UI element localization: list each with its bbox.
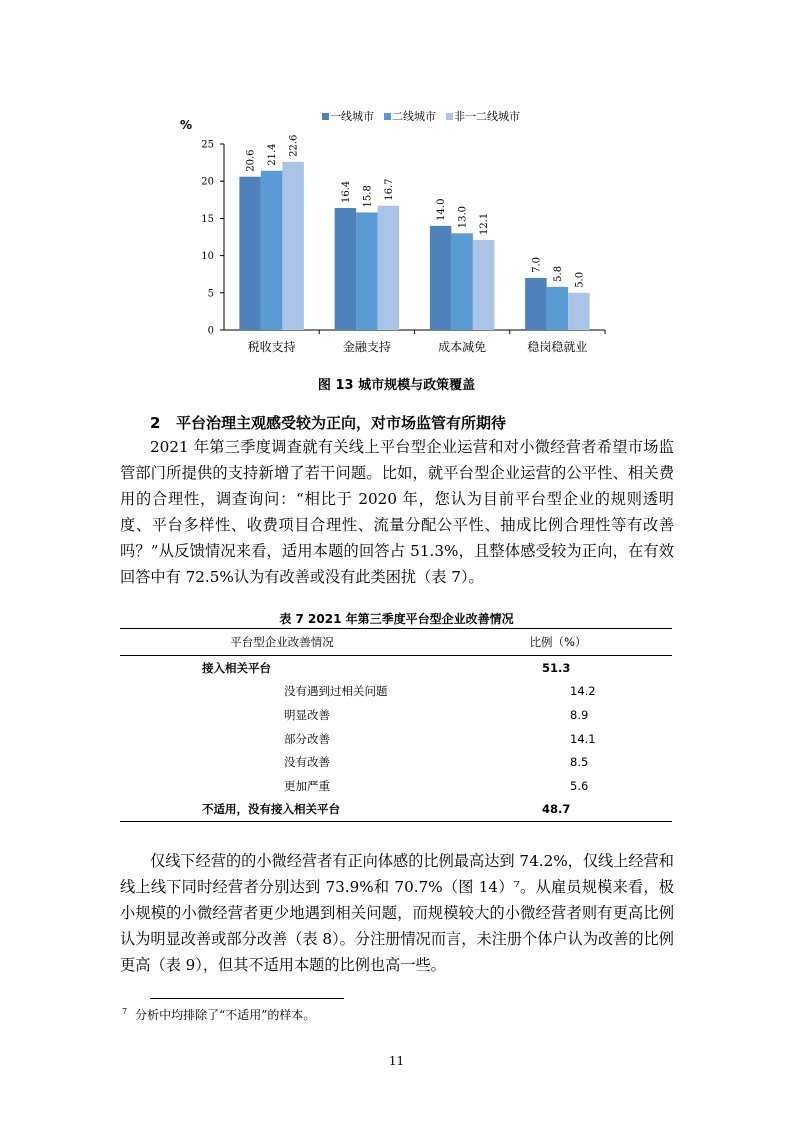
data-label: 16.7 (383, 178, 395, 201)
table-row (120, 798, 672, 822)
legend-entry: 一线城市 (330, 110, 374, 123)
section-title: 平台治理主观感受较为正向，对市场监管有所期待 (176, 414, 507, 432)
y-axis-unit: % (180, 118, 193, 132)
legend-entry: 非一二线城市 (454, 110, 520, 123)
data-label: 5.0 (574, 271, 586, 288)
table-title: 表 7 2021 年第三季度平台型企业改善情况 (279, 612, 514, 626)
data-label: 14.0 (436, 198, 448, 221)
bar (261, 171, 283, 330)
row-label: 更加严重 (284, 778, 330, 793)
table-row (120, 656, 672, 680)
section-heading (150, 412, 506, 433)
figure-caption: 图 13 城市规模与政策覆盖 (317, 378, 476, 393)
bar (525, 278, 547, 330)
data-label: 22.6 (288, 134, 300, 157)
table-row (120, 727, 672, 751)
row-label: 没有遇到过相关问题 (284, 684, 388, 699)
footnote (122, 1006, 315, 1023)
table-header-category: 平台型企业改善情况 (120, 629, 444, 656)
bar (356, 212, 378, 330)
bar (430, 226, 452, 330)
bar (378, 206, 400, 330)
paragraph-1: 2021 年第三季度调查就有关线上平台型企业运营和对小微经营者希望市场监管部门所提供的支持新增了若干问题。比如，就平台型企业运营的公平性、相关费用的合理性，调查询问：“相比于 2020 年，您认为目前平台型企业的规则透明度、平台多样性、收费项目合理性、流量分配公平性、抽成比例合理性等有改善吗？”从反馈情况来看，适用本题的回答占 51.3%，且整体感受较为正向，在有效回答中有 72.5%认为有改善或没有此类困扰（表 7）。 (120, 438, 674, 586)
bar (473, 240, 495, 330)
row-label: 接入相关平台 (202, 660, 271, 675)
bar (282, 162, 304, 330)
data-label: 12.1 (479, 212, 491, 235)
row-label: 明显改善 (284, 707, 330, 722)
legend-swatch (446, 113, 453, 120)
bar (335, 208, 357, 330)
footnote-text: 分析中均排除了“不适用”的样本。 (135, 1008, 316, 1022)
x-tick-label: 金融支持 (342, 340, 391, 354)
x-tick-label: 税收支持 (247, 340, 296, 354)
data-label: 13.0 (457, 206, 469, 229)
bar-chart (170, 108, 630, 370)
row-value: 14.2 (570, 684, 596, 699)
paragraph-2: 仅线下经营的的小微经营者有正向体感的比例最高达到 74.2%，仅线上经营和线上线下同时经营者分别达到 73.9%和 70.7%（图 14）⁷。从雇员规模来看，极小规模的小微经营者更少地遇到相关问题，而规模较大的小微经营者则有更高比例认为明显改善或部分改善（表 8）。分注册情况而言，未注册个体户认为改善的比例更高（表 9），但其不适用本题的比例也高一些。 (120, 852, 674, 974)
footnote-divider (150, 998, 344, 999)
row-value: 48.7 (444, 798, 672, 822)
row-value: 8.9 (570, 707, 589, 722)
row-label: 不适用，没有接入相关平台 (120, 798, 444, 822)
data-label: 21.4 (267, 143, 279, 166)
row-value: 8.5 (570, 755, 589, 770)
row-value: 5.6 (570, 778, 589, 793)
data-label: 7.0 (531, 257, 543, 273)
data-label: 20.6 (245, 149, 257, 172)
y-tick-label: 5 (207, 288, 214, 300)
y-tick-label: 15 (201, 213, 214, 225)
x-tick-label: 成本减免 (438, 340, 487, 354)
legend-entry: 二线城市 (392, 110, 436, 123)
legend-swatch (322, 113, 329, 120)
table-7 (120, 628, 672, 822)
footnote-mark: 7 (122, 1007, 128, 1016)
bar (568, 293, 590, 330)
table-row (120, 680, 672, 704)
table-header-row (120, 629, 672, 656)
y-tick-label: 20 (201, 176, 214, 188)
bar (451, 233, 473, 330)
bar (239, 177, 261, 330)
bar (547, 287, 569, 330)
table-row (120, 750, 672, 774)
table-row (120, 774, 672, 798)
section-number: 2 (150, 414, 161, 432)
row-value: 51.3 (542, 660, 571, 675)
table-row (120, 703, 672, 727)
data-label: 15.8 (362, 185, 374, 208)
legend-swatch (384, 113, 391, 120)
y-tick-label: 10 (201, 251, 214, 263)
data-label: 16.4 (340, 180, 352, 203)
row-label: 部分改善 (284, 731, 330, 746)
x-tick-label: 稳岗稳就业 (527, 340, 588, 354)
page-number: 11 (388, 1054, 405, 1068)
row-label: 没有改善 (284, 755, 330, 770)
data-label: 5.8 (552, 265, 564, 282)
row-value: 14.1 (570, 731, 596, 746)
table-header-ratio: 比例（%） (444, 629, 672, 656)
y-tick-label: 25 (201, 139, 214, 151)
y-tick-label: 0 (207, 325, 214, 337)
